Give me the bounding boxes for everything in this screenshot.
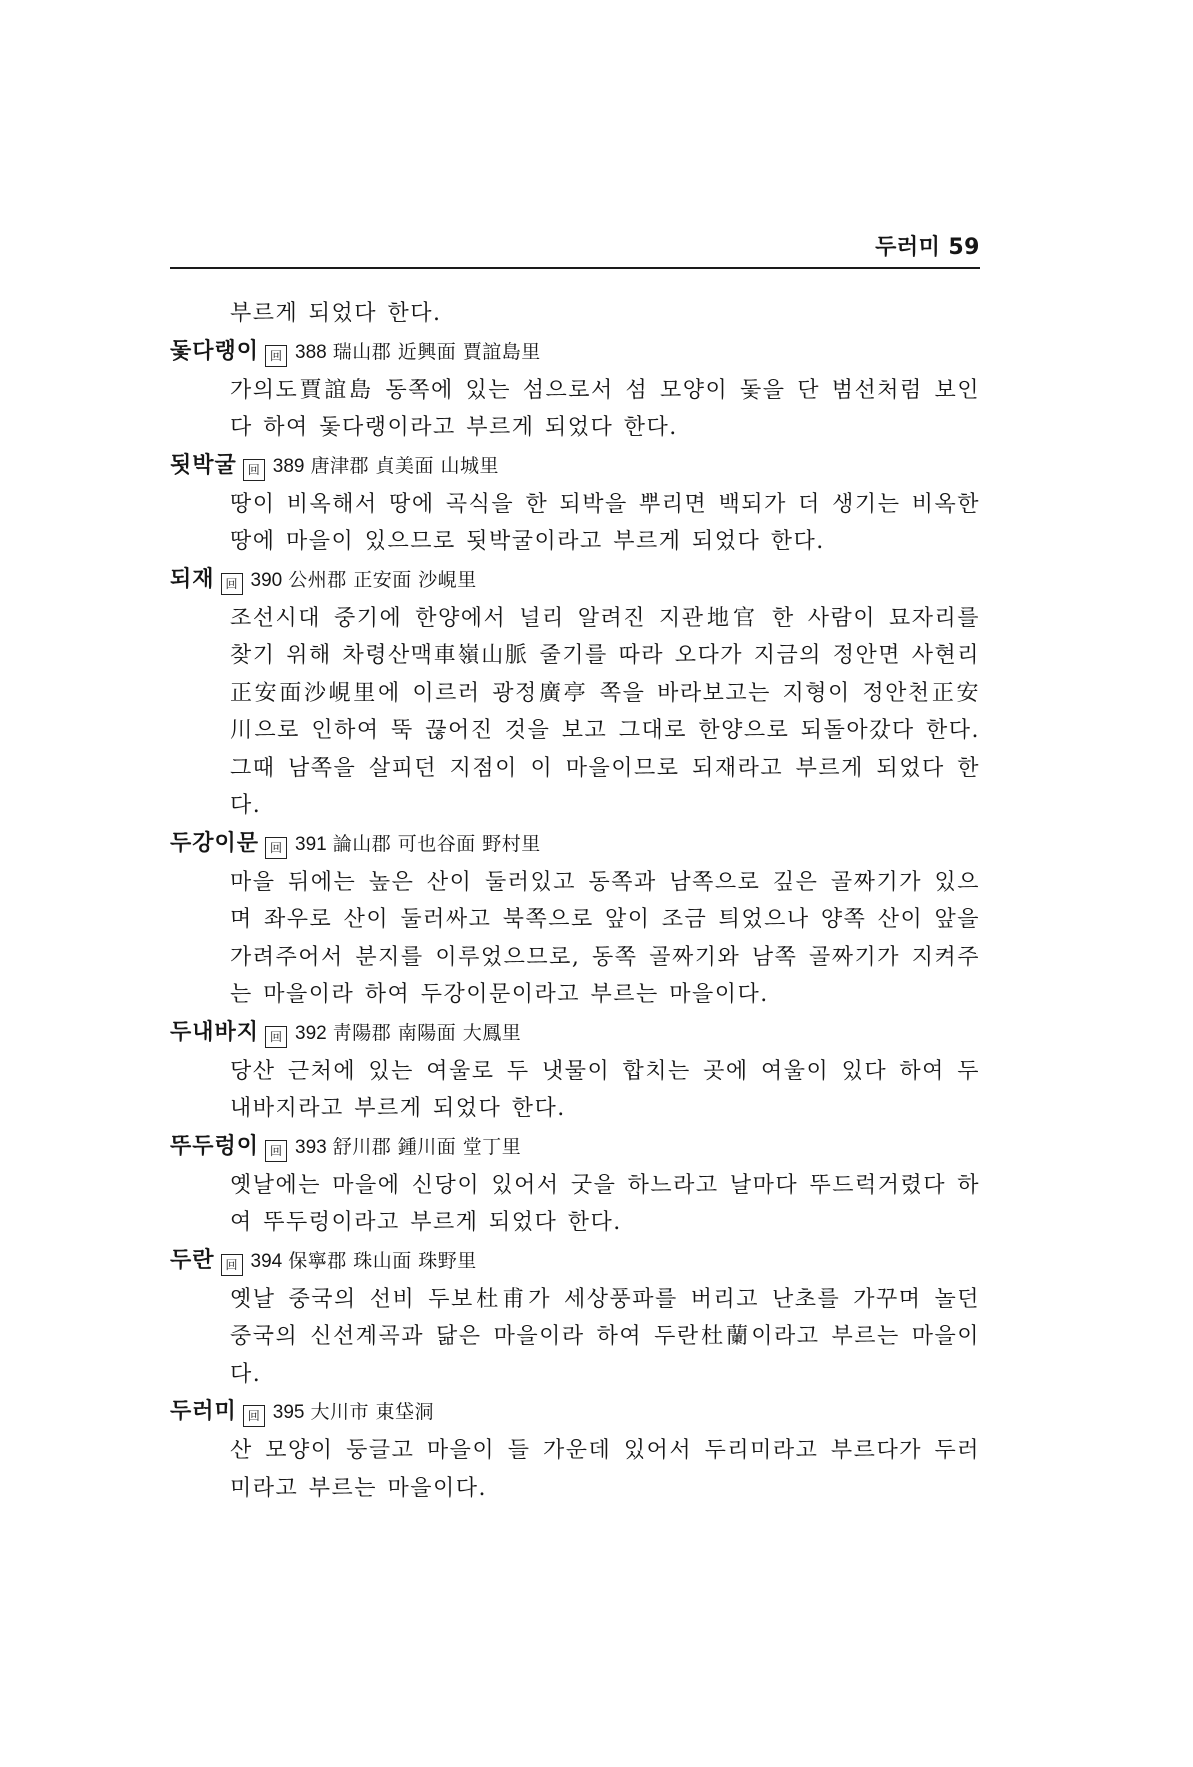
entry-header	[170, 561, 980, 600]
village-mark-icon: 回	[265, 1140, 287, 1162]
village-mark-icon: 回	[221, 573, 243, 595]
village-mark-icon: 回	[221, 1254, 243, 1276]
entry-headword: 두강이문	[170, 830, 260, 856]
entry-header	[170, 825, 980, 864]
entry-header	[170, 1393, 980, 1432]
entry-location: 靑陽郡 南陽面 大鳳里	[332, 1021, 522, 1044]
place-entry	[170, 333, 980, 447]
entry-number: 389	[272, 455, 305, 477]
entry-headword: 되재	[170, 566, 215, 592]
entry-number: 390	[250, 569, 283, 591]
entry-header	[170, 1128, 980, 1167]
entry-description: 마을 뒤에는 높은 산이 둘러있고 동쪽과 남쪽으로 깊은 골짜기가 있으며 좌우로 산이 둘러싸고 북쪽으로 앞이 조금 틔었으나 양쪽 산이 앞을 가려주어서 분지를 이루었으므로, 동쪽 골짜기와 남쪽 골짜기가 지켜주는 마을이라 하여 두강이문이라고 부르는 마을이다.	[230, 869, 980, 1007]
entry-number: 395	[272, 1402, 305, 1423]
running-header	[170, 230, 980, 269]
place-entry	[170, 1242, 980, 1394]
entry-location: 公州郡 正安面 沙峴里	[288, 568, 477, 591]
entry-description: 옛날에는 마을에 신당이 있어서 굿을 하느라고 날마다 뚜드럭거렸다 하여 뚜두렁이라고 부르게 되었다 한다.	[230, 1172, 980, 1235]
entry-location: 瑞山郡 近興面 賈誼島里	[332, 340, 541, 363]
village-mark-icon: 回	[265, 837, 287, 859]
place-entry	[170, 1014, 980, 1128]
entry-location: 論山郡 可也谷面 野村里	[332, 832, 541, 855]
dictionary-page	[170, 230, 980, 1507]
entry-list	[170, 333, 980, 1508]
running-header-title: 두러미	[875, 235, 941, 260]
entry-location: 保寧郡 珠山面 珠野里	[288, 1249, 477, 1272]
entry-headword: 됫박굴	[170, 452, 237, 478]
entry-description: 산 모양이 둥글고 마을이 들 가운데 있어서 두리미라고 부르다가 두러미라고 부르는 마을이다.	[230, 1438, 980, 1501]
entry-number: 391	[295, 833, 327, 855]
entry-location: 舒川郡 鍾川面 堂丁里	[332, 1135, 522, 1158]
entry-header	[170, 447, 980, 486]
entry-header	[170, 1014, 980, 1053]
place-entry	[170, 1393, 980, 1507]
place-entry	[170, 447, 980, 561]
entry-number: 388	[295, 341, 327, 363]
entry-description: 땅이 비옥해서 땅에 곡식을 한 되박을 뿌리면 백되가 더 생기는 비옥한 땅에 마을이 있으므로 됫박굴이라고 부르게 되었다 한다.	[230, 491, 980, 554]
entry-headword: 돛다랭이	[170, 338, 260, 364]
continuation-text: 부르게 되었다 한다.	[230, 301, 442, 326]
village-mark-icon: 回	[265, 345, 287, 367]
place-entry	[170, 561, 980, 825]
entry-headword: 두러미	[170, 1399, 237, 1424]
entry-description: 옛날 중국의 선비 두보杜甫가 세상풍파를 버리고 난초를 가꾸며 놀던 중국의 신선계곡과 닮은 마을이라 하여 두란杜蘭이라고 부르는 마을이다.	[230, 1286, 980, 1387]
entry-number: 394	[250, 1250, 283, 1272]
entry-headword: 두란	[170, 1247, 215, 1273]
village-mark-icon: 回	[243, 459, 265, 481]
entry-location: 大川市 東垈洞	[310, 1401, 435, 1423]
page-number: 59	[948, 235, 980, 260]
village-mark-icon: 回	[243, 1405, 265, 1427]
entry-description: 가의도賈誼島 동쪽에 있는 섬으로서 섬 모양이 돛을 단 범선처럼 보인다 하여 돛다랭이라고 부르게 되었다 한다.	[230, 377, 980, 440]
entry-headword: 두내바지	[170, 1019, 260, 1045]
entries-content	[170, 295, 980, 1507]
place-entry	[170, 1128, 980, 1242]
place-entry	[170, 825, 980, 1014]
entry-headword: 뚜두렁이	[170, 1133, 260, 1159]
entry-location: 唐津郡 貞美面 山城里	[310, 454, 500, 477]
entry-description: 당산 근처에 있는 여울로 두 냇물이 합치는 곳에 여울이 있다 하여 두내바지라고 부르게 되었다 한다.	[230, 1058, 980, 1121]
entry-number: 392	[295, 1022, 327, 1044]
village-mark-icon: 回	[265, 1026, 287, 1048]
entry-header	[170, 333, 980, 372]
entry-header	[170, 1242, 980, 1281]
entry-number: 393	[295, 1136, 327, 1158]
entry-description: 조선시대 중기에 한양에서 널리 알려진 지관地官 한 사람이 묘자리를 찾기 위해 차령산맥車嶺山脈 줄기를 따라 오다가 지금의 정안면 사현리正安面沙峴里에 이르러 광정廣亭 쪽을 바라보고는 지형이 정안천正安川으로 인하여 뚝 끊어진 것을 보고 그대로 한양으로 되돌아갔다 한다. 그때 남쪽을 살피던 지점이 이 마을이므로 되재라고 부르게 되었다 한다.	[230, 605, 980, 818]
